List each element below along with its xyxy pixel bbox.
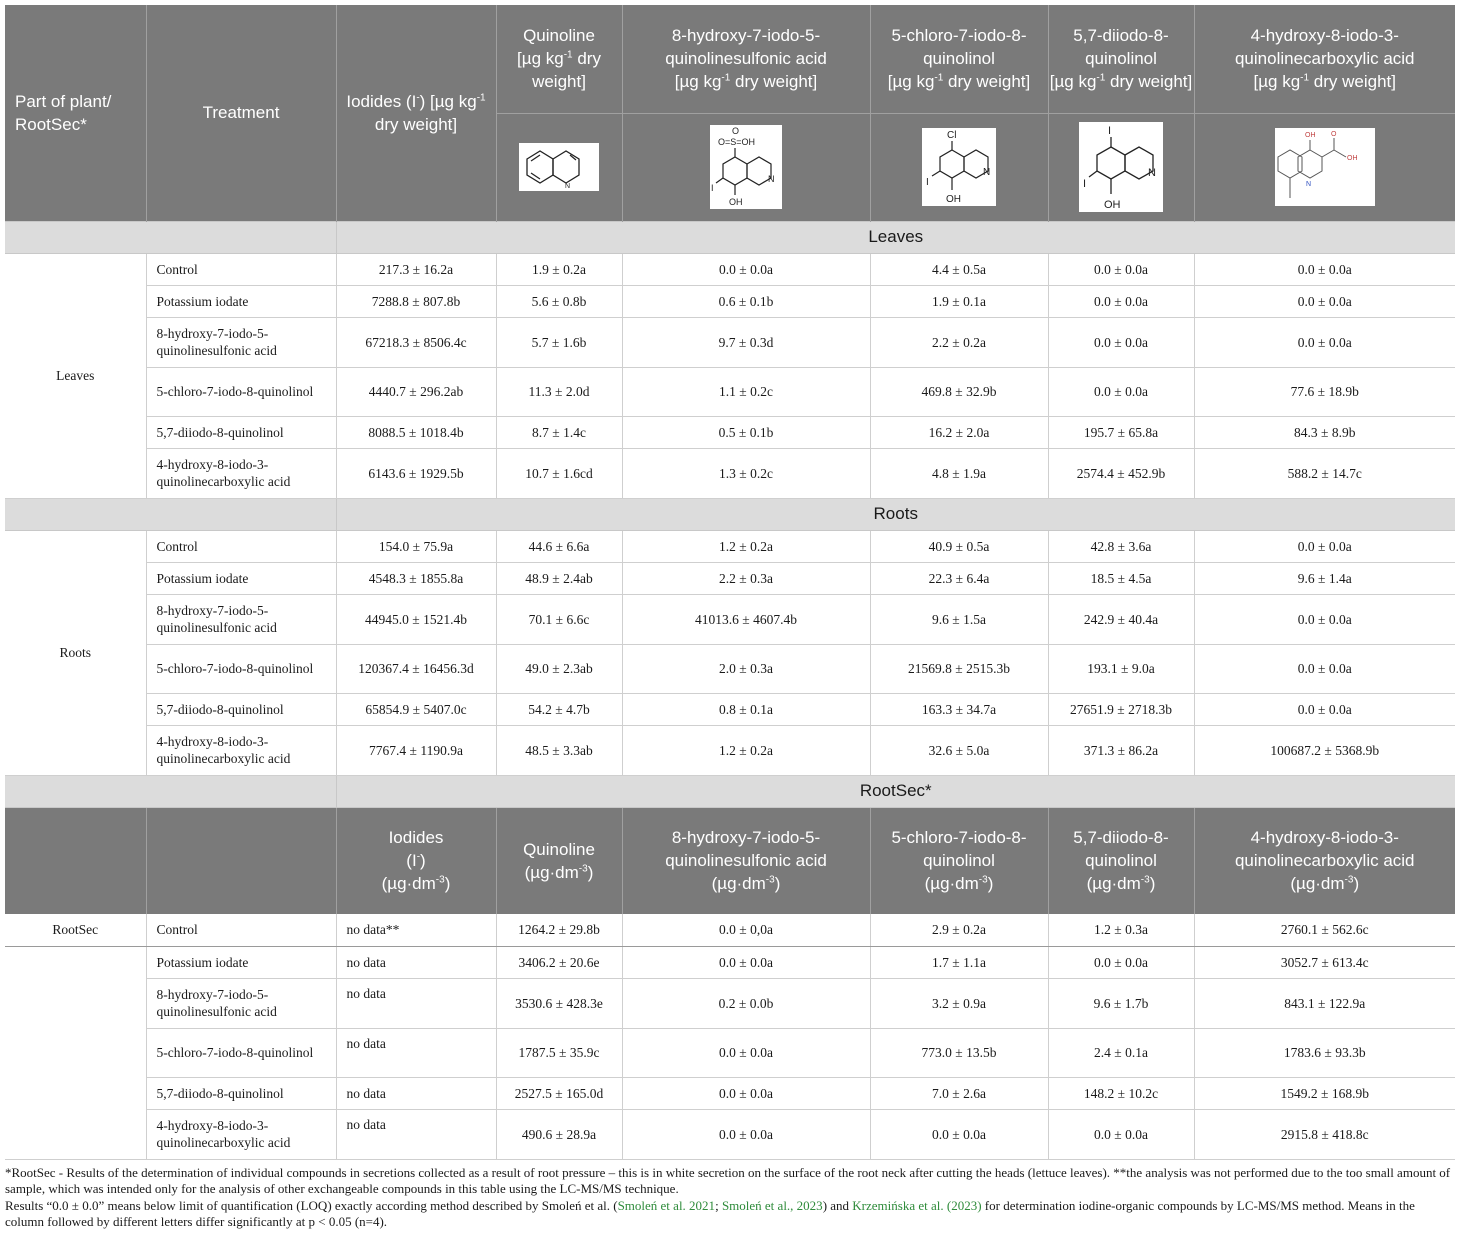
table-cell: 2.2 ± 0.3a: [622, 562, 870, 594]
table-cell: 7767.4 ± 1190.9a: [336, 725, 496, 775]
table-cell: 0.0 ± 0.0a: [870, 1109, 1048, 1159]
header-iodides: Iodides (I-) [µg $kg^{-1}$ dry weight]: [336, 5, 496, 221]
sulfonic-acid-structure-icon: [710, 125, 782, 209]
table-row-treatment: Control: [146, 914, 336, 946]
table-row-treatment: 5-chloro-7-iodo-8-quinolinol: [146, 367, 336, 416]
svg-text:OH: OH: [1304, 132, 1316, 139]
header-carboxylic: 4-hydroxy-8-iodo-3-quinolinecarboxylic acid [µg $kg^{-1}$ dry weight]: [1194, 5, 1455, 113]
table-cell: 1.7 ± 1.1a: [870, 946, 1048, 978]
table-cell: 9.6 ± 1.7b: [1048, 978, 1194, 1028]
table-cell: 16.2 ± 2.0a: [870, 416, 1048, 448]
header-chloro: 5-chloro-7-iodo-8-quinolinol [µg $kg^{-1}$ dry weight]: [870, 5, 1048, 113]
table-cell: 1783.6 ± 93.3b: [1194, 1028, 1455, 1077]
table-cell: 0.0 ± 0.0a: [1048, 367, 1194, 416]
header-part: Part of plant/ RootSec*: [5, 5, 146, 221]
svg-text:I: I: [711, 183, 714, 193]
table-cell: 48.9 ± 2.4ab: [496, 562, 622, 594]
rootsec-header-blank: [146, 807, 336, 914]
table-cell: no data: [336, 946, 496, 978]
table-cell: 242.9 ± 40.4a: [1048, 594, 1194, 644]
table-cell: 1.1 ± 0.2c: [622, 367, 870, 416]
table-cell: 42.8 ± 3.6a: [1048, 530, 1194, 562]
structure-cell-chloro: [870, 113, 1048, 221]
table-cell: 0.0 ± 0.0a: [622, 946, 870, 978]
svg-text:OH: OH: [1104, 199, 1121, 211]
table-cell: 5.7 ± 1.6b: [496, 317, 622, 367]
table-cell: no data: [336, 1109, 496, 1159]
table-cell: 0.0 ± 0.0a: [1194, 253, 1455, 285]
table-cell: 9.6 ± 1.4a: [1194, 562, 1455, 594]
table-row-treatment: 4-hydroxy-8-iodo-3-quinolinecarboxylic acid: [146, 1109, 336, 1159]
table-cell: 2.9 ± 0.2a: [870, 914, 1048, 946]
table-cell: 0.6 ± 0.1b: [622, 285, 870, 317]
table-row-treatment: 8-hydroxy-7-iodo-5-quinolinesulfonic acid: [146, 978, 336, 1028]
table-row-treatment: Potassium iodate: [146, 285, 336, 317]
table-cell: 2915.8 ± 418.8c: [1194, 1109, 1455, 1159]
table-row-treatment: Potassium iodate: [146, 562, 336, 594]
table-cell: 49.0 ± 2.3ab: [496, 644, 622, 693]
table-cell: 67218.3 ± 8506.4c: [336, 317, 496, 367]
table-cell: 1.2 ± 0.2a: [622, 725, 870, 775]
table-row-treatment: 5-chloro-7-iodo-8-quinolinol: [146, 644, 336, 693]
part-rootsec: RootSec: [5, 914, 146, 946]
part-roots: Roots: [5, 530, 146, 775]
table-cell: 1.2 ± 0.3a: [1048, 914, 1194, 946]
table-cell: no data: [336, 1028, 496, 1077]
table-cell: 0.0 ± 0.0a: [1194, 644, 1455, 693]
table-cell: 41013.6 ± 4607.4b: [622, 594, 870, 644]
table-cell: 1.9 ± 0.1a: [870, 285, 1048, 317]
section-title-roots: Roots: [336, 498, 1455, 530]
citation-link[interactable]: Smoleń et al. 2021: [617, 1197, 716, 1213]
section-blank: [5, 775, 336, 807]
table-cell: 469.8 ± 32.9b: [870, 367, 1048, 416]
table-cell: 8088.5 ± 1018.4b: [336, 416, 496, 448]
table-row-treatment: 5-chloro-7-iodo-8-quinolinol: [146, 1028, 336, 1077]
section-blank: [5, 221, 336, 253]
chloro-iodo-quinolinol-structure-icon: [922, 128, 996, 206]
table-row-treatment: 4-hydroxy-8-iodo-3-quinolinecarboxylic acid: [146, 725, 336, 775]
table-cell: 84.3 ± 8.9b: [1194, 416, 1455, 448]
rootsec-header-carboxylic: 4-hydroxy-8-iodo-3-quinolinecarboxylic acid $(\mu g\cdot dm^{-3})$: [1194, 807, 1455, 914]
table-row-treatment: Potassium iodate: [146, 946, 336, 978]
table-cell: 32.6 ± 5.0a: [870, 725, 1048, 775]
table-cell: 9.6 ± 1.5a: [870, 594, 1048, 644]
rootsec-header-quinoline: Quinoline $(\mu g\cdot dm^{-3})$: [496, 807, 622, 914]
citation-link[interactable]: Smoleń et al., 2023: [721, 1197, 823, 1213]
svg-text:I: I: [1083, 178, 1087, 190]
table-cell: 0.0 ± 0.0a: [622, 1028, 870, 1077]
svg-text:I: I: [1108, 125, 1112, 137]
svg-text:OH: OH: [729, 197, 743, 207]
table-cell: 65854.9 ± 5407.0c: [336, 693, 496, 725]
table-cell: 44945.0 ± 1521.4b: [336, 594, 496, 644]
table-cell: 490.6 ± 28.9a: [496, 1109, 622, 1159]
svg-text:OH: OH: [1346, 155, 1358, 162]
table-cell: 1787.5 ± 35.9c: [496, 1028, 622, 1077]
table-row-treatment: Control: [146, 253, 336, 285]
carboxylic-acid-structure-icon: [1275, 128, 1375, 206]
table-cell: 0.0 ± 0.0a: [1048, 1109, 1194, 1159]
header-sulfonic: 8-hydroxy-7-iodo-5-quinolinesulfonic acid [µg $kg^{-1}$ dry weight]: [622, 5, 870, 113]
table-cell: 148.2 ± 10.2c: [1048, 1077, 1194, 1109]
footnote-rootsec: *RootSec - Results of the determination of individual compounds in secretions collected as a result of root pressure – this is in white secretion on the surface of the root neck after cutting the heads (lettuce leaves). **the analysis was not performed due to the too small amount of sample, which was intended only for the analysis of other exchangeable compounds in this table using the LC-MS/MS technique.: [5, 1164, 1451, 1196]
table-cell: 0.0 ± 0.0a: [622, 253, 870, 285]
table-cell: 2.2 ± 0.2a: [870, 317, 1048, 367]
table-wrapper: [5, 5, 1455, 1231]
table-cell: 4548.3 ± 1855.8a: [336, 562, 496, 594]
svg-text:OH: OH: [946, 194, 961, 205]
table-cell: 0.8 ± 0.1a: [622, 693, 870, 725]
table-cell: 27651.9 ± 2718.3b: [1048, 693, 1194, 725]
table-cell: 3.2 ± 0.9a: [870, 978, 1048, 1028]
table-cell: no data**: [336, 914, 496, 946]
section-blank: [5, 498, 336, 530]
table-cell: 1.2 ± 0.2a: [622, 530, 870, 562]
table-cell: 40.9 ± 0.5a: [870, 530, 1048, 562]
table-cell: 0.0 ± 0.0a: [622, 1077, 870, 1109]
svg-text:O=S=OH: O=S=OH: [718, 137, 756, 147]
table-cell: 4440.7 ± 296.2ab: [336, 367, 496, 416]
table-cell: 10.7 ± 1.6cd: [496, 448, 622, 498]
footnote-loq: Results “0.0 ± 0.0” means below limit of quantification (LOQ) exactly according method described by Smoleń et al. (Smoleń et al. 2021; Smoleń et al., 2023) and Krzemińska et al. (2023) for determination iodine-organic compounds by LC-MS/MS method. Means in the column followed by different letters differ significantly at p < 0.05 (n=4).: [5, 1197, 1415, 1229]
table-row-treatment: 8-hydroxy-7-iodo-5-quinolinesulfonic acid: [146, 594, 336, 644]
diiodo-quinolinol-structure-icon: [1079, 122, 1163, 212]
table-cell: 54.2 ± 4.7b: [496, 693, 622, 725]
table-cell: 193.1 ± 9.0a: [1048, 644, 1194, 693]
header-diiodo: 5,7-diiodo-8-quinolinol [µg $kg^{-1}$ dry weight]: [1048, 5, 1194, 113]
table-cell: 70.1 ± 6.6c: [496, 594, 622, 644]
table-cell: 11.3 ± 2.0d: [496, 367, 622, 416]
table-cell: 3406.2 ± 20.6e: [496, 946, 622, 978]
table-cell: 0.0 ± 0.0a: [1048, 253, 1194, 285]
table-row-treatment: 5,7-diiodo-8-quinolinol: [146, 1077, 336, 1109]
table-cell: no data: [336, 1077, 496, 1109]
table-cell: 9.7 ± 0.3d: [622, 317, 870, 367]
rootsec-header-blank: [5, 807, 146, 914]
table-cell: 1.3 ± 0.2c: [622, 448, 870, 498]
table-row-treatment: Control: [146, 530, 336, 562]
table-cell: 154.0 ± 75.9a: [336, 530, 496, 562]
quinoline-structure-icon: [519, 143, 599, 191]
svg-text:N: N: [983, 167, 991, 178]
section-title-rootsec: RootSec*: [336, 775, 1455, 807]
svg-text:N: N: [1148, 167, 1156, 179]
svg-text:O: O: [732, 126, 740, 136]
table-row-treatment: 5,7-diiodo-8-quinolinol: [146, 416, 336, 448]
table-cell: 2.0 ± 0.3a: [622, 644, 870, 693]
table-cell: 217.3 ± 16.2a: [336, 253, 496, 285]
structure-cell-diiodo: [1048, 113, 1194, 221]
table-cell: 1549.2 ± 168.9b: [1194, 1077, 1455, 1109]
table-cell: 773.0 ± 13.5b: [870, 1028, 1048, 1077]
table-cell: 48.5 ± 3.3ab: [496, 725, 622, 775]
table-cell: 0.0 ± 0.0a: [1194, 594, 1455, 644]
table-cell: 1264.2 ± 29.8b: [496, 914, 622, 946]
section-title-leaves: Leaves: [336, 221, 1455, 253]
table-cell: 2574.4 ± 452.9b: [1048, 448, 1194, 498]
structure-cell-sulfonic: [622, 113, 870, 221]
table-cell: 120367.4 ± 16456.3d: [336, 644, 496, 693]
table-cell: 2760.1 ± 562.6c: [1194, 914, 1455, 946]
table-cell: 4.8 ± 1.9a: [870, 448, 1048, 498]
table-cell: 0.0 ± 0.0a: [1194, 317, 1455, 367]
citation-link[interactable]: Krzemińska et al. (2023): [852, 1197, 982, 1213]
svg-text:N: N: [1305, 181, 1311, 188]
table-cell: 7.0 ± 2.6a: [870, 1077, 1048, 1109]
rootsec-header-iodides: Iodides (I-) $(\mu g\cdot dm^{-3})$: [336, 807, 496, 914]
table-cell: 163.3 ± 34.7a: [870, 693, 1048, 725]
table-row-treatment: 4-hydroxy-8-iodo-3-quinolinecarboxylic acid: [146, 448, 336, 498]
table-cell: 4.4 ± 0.5a: [870, 253, 1048, 285]
svg-text:I: I: [926, 177, 929, 188]
table-row-treatment: 5,7-diiodo-8-quinolinol: [146, 693, 336, 725]
table-cell: 6143.6 ± 1929.5b: [336, 448, 496, 498]
table-cell: 8.7 ± 1.4c: [496, 416, 622, 448]
table-cell: no data: [336, 978, 496, 1028]
table-cell: 0.0 ± 0.0a: [1194, 285, 1455, 317]
rootsec-header-diiodo: 5,7-diiodo-8-quinolinol $(\mu g\cdot dm^{-3})$: [1048, 807, 1194, 914]
table-cell: 0.0 ± 0.0a: [1194, 530, 1455, 562]
table-cell: 7288.8 ± 807.8b: [336, 285, 496, 317]
structure-cell-carboxylic: [1194, 113, 1455, 221]
svg-text:O: O: [1330, 131, 1337, 138]
table-cell: 371.3 ± 86.2a: [1048, 725, 1194, 775]
svg-text:N: N: [565, 183, 571, 190]
table-cell: 843.1 ± 122.9a: [1194, 978, 1455, 1028]
rootsec-header-sulfonic: 8-hydroxy-7-iodo-5-quinolinesulfonic acid $(\mu g\cdot dm^{-3})$: [622, 807, 870, 914]
table-cell: 2.4 ± 0.1a: [1048, 1028, 1194, 1077]
structure-cell-quinoline: [496, 113, 622, 221]
table-cell: 0.5 ± 0.1b: [622, 416, 870, 448]
part-rootsec-blank: [5, 946, 146, 1159]
table-cell: 0.0 ± 0.0a: [1048, 946, 1194, 978]
table-cell: 77.6 ± 18.9b: [1194, 367, 1455, 416]
table-footnotes: [5, 1165, 1455, 1231]
table-cell: 22.3 ± 6.4a: [870, 562, 1048, 594]
table-cell: 5.6 ± 0.8b: [496, 285, 622, 317]
table-cell: 0.0 ± 0,0a: [622, 914, 870, 946]
svg-text:Cl: Cl: [947, 130, 957, 141]
table-cell: 18.5 ± 4.5a: [1048, 562, 1194, 594]
table-cell: 588.2 ± 14.7c: [1194, 448, 1455, 498]
table-cell: 1.9 ± 0.2a: [496, 253, 622, 285]
table-cell: 3530.6 ± 428.3e: [496, 978, 622, 1028]
table-cell: 44.6 ± 6.6a: [496, 530, 622, 562]
rootsec-header-chloro: 5-chloro-7-iodo-8-quinolinol $(\mu g\cdot dm^{-3})$: [870, 807, 1048, 914]
table-cell: 0.0 ± 0.0a: [1048, 285, 1194, 317]
table-cell: 0.2 ± 0.0b: [622, 978, 870, 1028]
part-leaves: Leaves: [5, 253, 146, 498]
results-table: [5, 5, 1455, 1160]
header-quinoline: Quinoline [µg $kg^{-1}$ dry weight]: [496, 5, 622, 113]
table-cell: 2527.5 ± 165.0d: [496, 1077, 622, 1109]
table-cell: 3052.7 ± 613.4c: [1194, 946, 1455, 978]
table-cell: 100687.2 ± 5368.9b: [1194, 725, 1455, 775]
header-treatment: Treatment: [146, 5, 336, 221]
table-cell: 0.0 ± 0.0a: [1048, 317, 1194, 367]
table-cell: 0.0 ± 0.0a: [622, 1109, 870, 1159]
table-cell: 21569.8 ± 2515.3b: [870, 644, 1048, 693]
svg-text:N: N: [768, 174, 775, 184]
table-cell: 195.7 ± 65.8a: [1048, 416, 1194, 448]
table-row-treatment: 8-hydroxy-7-iodo-5-quinolinesulfonic acid: [146, 317, 336, 367]
table-cell: 0.0 ± 0.0a: [1194, 693, 1455, 725]
